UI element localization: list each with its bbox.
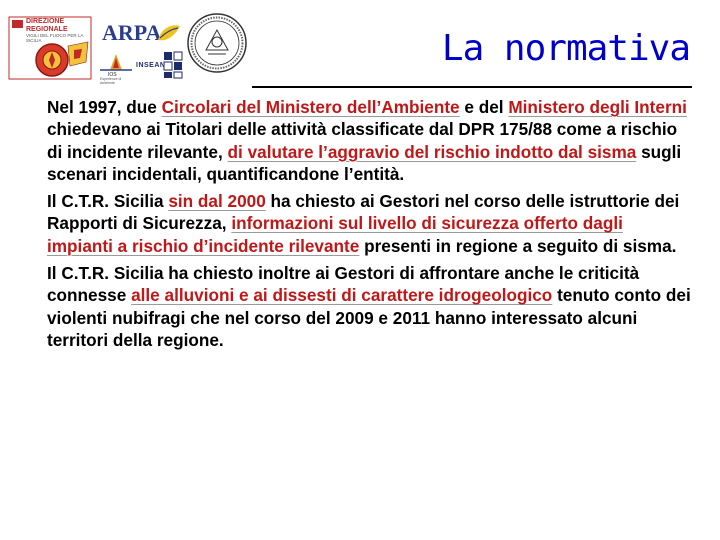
highlighted-text: alle alluvioni e ai dissesti di carattere idrogeologico: [131, 285, 553, 306]
vvf-logo-subtitle: VIGILI DEL FUOCO PER LA SICILIA: [26, 33, 84, 43]
arpa-leaf-icon: [156, 22, 182, 44]
paragraph-3: [47, 262, 692, 351]
body-text-segment: presenti in regione a seguito di sisma.: [359, 235, 677, 256]
page-title: La normativa: [441, 28, 690, 69]
insean-logo-text: INSEAN: [136, 62, 166, 69]
highlighted-text: Ministero degli Interni: [508, 97, 687, 117]
body-text-segment: ha chiesto ai Gestori nel corso delle istruttorie dei Rapporti di Sicurezza,: [47, 191, 680, 234]
body-text: [47, 96, 692, 356]
insean-logo: [134, 50, 186, 80]
title-divider: [252, 86, 692, 88]
highlighted-text: di valutare l’aggravio del rischio indotto dal sisma: [227, 141, 637, 162]
highlighted-text: sin dal 2000: [168, 191, 266, 212]
arpa-logo-text: ARPA: [102, 20, 162, 45]
body-text-segment: Il C.T.R. Sicilia ha chiesto inoltre ai Gestori di affrontare anche le criticità connesse: [47, 263, 640, 306]
body-text-segment: e del: [459, 97, 509, 117]
arpa-logo: [98, 18, 182, 48]
vvf-logo-title: DIREZIONE REGIONALE: [26, 18, 68, 33]
university-seal: [186, 12, 248, 74]
ios-mark-icon: [96, 50, 136, 74]
body-text-segment: tenuto conto dei violenti nubifragi che nel corso del 2009 e 2011 hanno interessato alcuni territori della regione.: [47, 285, 691, 350]
body-text-segment: Il C.T.R. Sicilia: [47, 191, 169, 212]
body-text-segment: chiedevano ai Titolari delle attività classificate dal DPR 175/88 come a rischio di incidente rilevante,: [47, 119, 678, 162]
highlighted-text: informazioni sul livello di sicurezza offerto dagli impianti a rischio d’incidente rilevante: [47, 213, 623, 256]
vvf-logo: [8, 16, 92, 80]
paragraph-1: [47, 96, 692, 185]
body-text-segment: Nel 1997, due: [47, 97, 162, 117]
paragraph-2: [47, 190, 692, 257]
ios-logo-subtitle: Esperienze di Ambiente: [100, 77, 122, 85]
seal-icon: [186, 12, 248, 74]
body-text-segment: sugli scenari incidentali, quantificandone l’entità.: [47, 141, 682, 184]
ios-logo: [96, 50, 136, 85]
highlighted-text: Circolari del Ministero dell’Ambiente: [161, 97, 460, 117]
ios-logo-text: IOS: [108, 72, 117, 78]
